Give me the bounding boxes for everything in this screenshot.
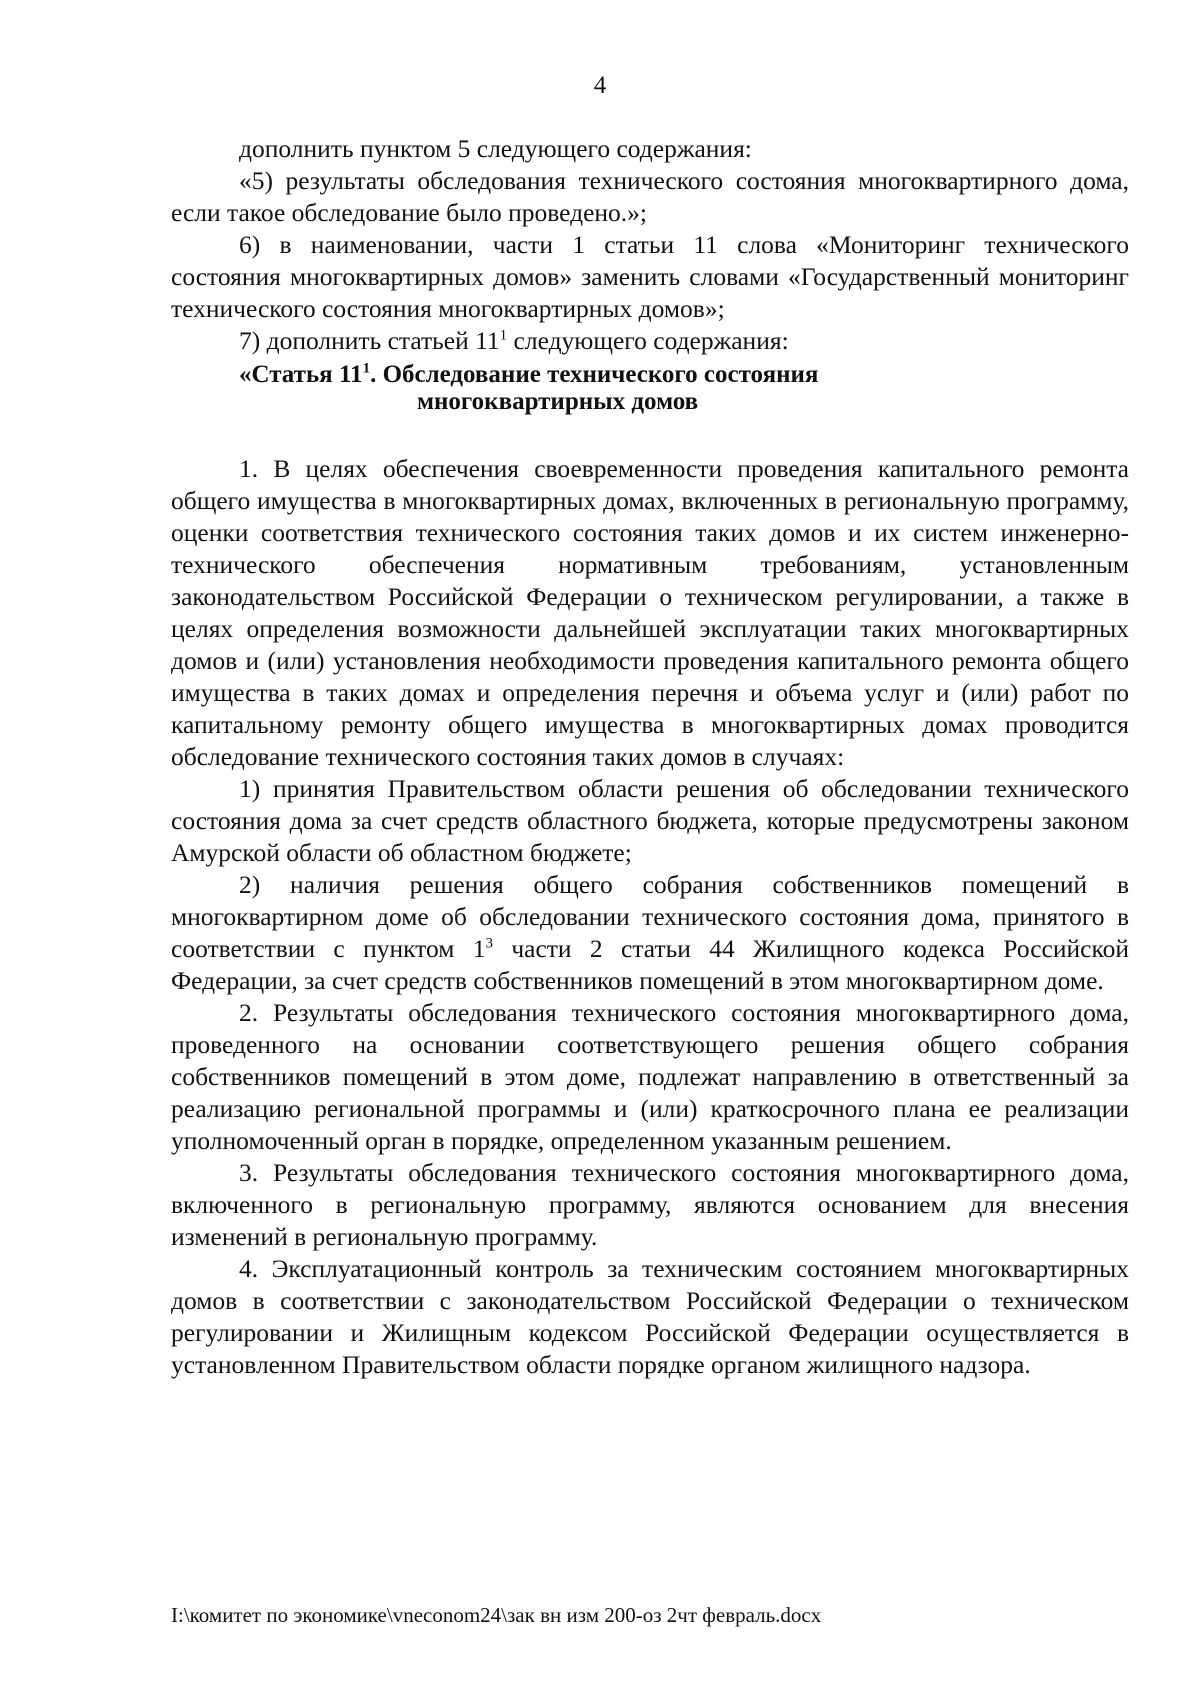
paragraph-section-4: 4. Эксплуатационный контроль за техническим состоянием многоквартирных домов в соответствии с законодательством Российской Федерации о техническом регулировании и Жилищным кодексом Российской Федерации осуществляется в установленном Правительством области порядке органом жилищного надзора. <box>171 1254 1129 1379</box>
paragraph-case-1: 1) принятия Правительством области решения об обследовании технического состояния дома за счет средств областного бюджета, которые предусмотрены законом Амурской области об областном бюджете; <box>171 774 1129 867</box>
paragraph-section-3: 3. Результаты обследования технического состояния многоквартирного дома, включенного в региональную программу, являются основанием для внесения изменений в региональную программу. <box>171 1158 1129 1251</box>
paragraph-section-2: 2. Результаты обследования технического состояния многоквартирного дома, проведенного на основании соответствующего решения общего собрания собственников помещений в этом доме, подлежат направлению в ответственный за реализацию региональной программы и (или) краткосрочного плана ее реализации уполномоченный орган в порядке, определенном указанным решением. <box>171 998 1129 1155</box>
paragraph-item-7 <box>171 325 1129 357</box>
heading-spacer <box>171 415 1129 453</box>
case-2-superscript: 3 <box>485 935 493 952</box>
item-7-text-after: следующего содержания: <box>507 326 789 355</box>
heading-superscript: 1 <box>362 360 371 377</box>
article-heading <box>171 361 1129 415</box>
article-heading-line-2: многоквартирных домов <box>417 388 699 415</box>
page-number: 4 <box>593 72 607 99</box>
case-2-text-before: 2) наличия решения общего собрания собственников помещений в многоквартирном доме об обследовании технического состояния дома, принятого в соответствии с пунктом 1 <box>171 870 1129 963</box>
paragraph-case-2 <box>171 869 1129 997</box>
case-2-text-after: части 2 статьи 44 Жилищного кодекса Российской Федерации, за счет средств собственников помещений в этом многоквартирном доме. <box>171 934 1129 995</box>
paragraph-intro: дополнить пунктом 5 следующего содержания: <box>239 134 752 163</box>
item-7-text-before: 7) дополнить статьей 11 <box>239 326 500 355</box>
heading-text-after: . Обследование технического состояния <box>370 361 819 388</box>
paragraph-item-5: «5) результаты обследования технического состояния многоквартирного дома, если такое обследование было проведено.»; <box>171 166 1129 227</box>
article-heading-line-1 <box>171 361 1129 388</box>
paragraph-item-6: 6) в наименовании, части 1 статьи 11 слова «Мониторинг технического состояния многоквартирных домов» заменить словами «Государственный мониторинг технического состояния многоквартирных домов»; <box>171 230 1129 323</box>
paragraph-section-1: 1. В целях обеспечения своевременности проведения капитального ремонта общего имущества в многоквартирных домах, включенных в региональную программу, оценки соответствия технического состояния таких домов и их систем инженерно-технического обеспечения нормативным требованиям, установленным законодательством Российской Федерации о техническом регулировании, а также в целях определения возможности дальнейшей эксплуатации таких многоквартирных домов и (или) установления необходимости проведения капитального ремонта общего имущества в таких домах и определения перечня и объема услуг и (или) работ по капитальному ремонту общего имущества в многоквартирных домах проводится обследование технического состояния таких домов в случаях: <box>171 454 1129 771</box>
document-body <box>171 133 1129 1381</box>
footer-file-path: I:\комитет по экономике\vneconom24\зак вн изм 200-оз 2чт февраль.docx <box>171 1603 822 1627</box>
heading-text-before: «Статья 11 <box>239 361 363 388</box>
item-7-superscript: 1 <box>499 327 508 344</box>
